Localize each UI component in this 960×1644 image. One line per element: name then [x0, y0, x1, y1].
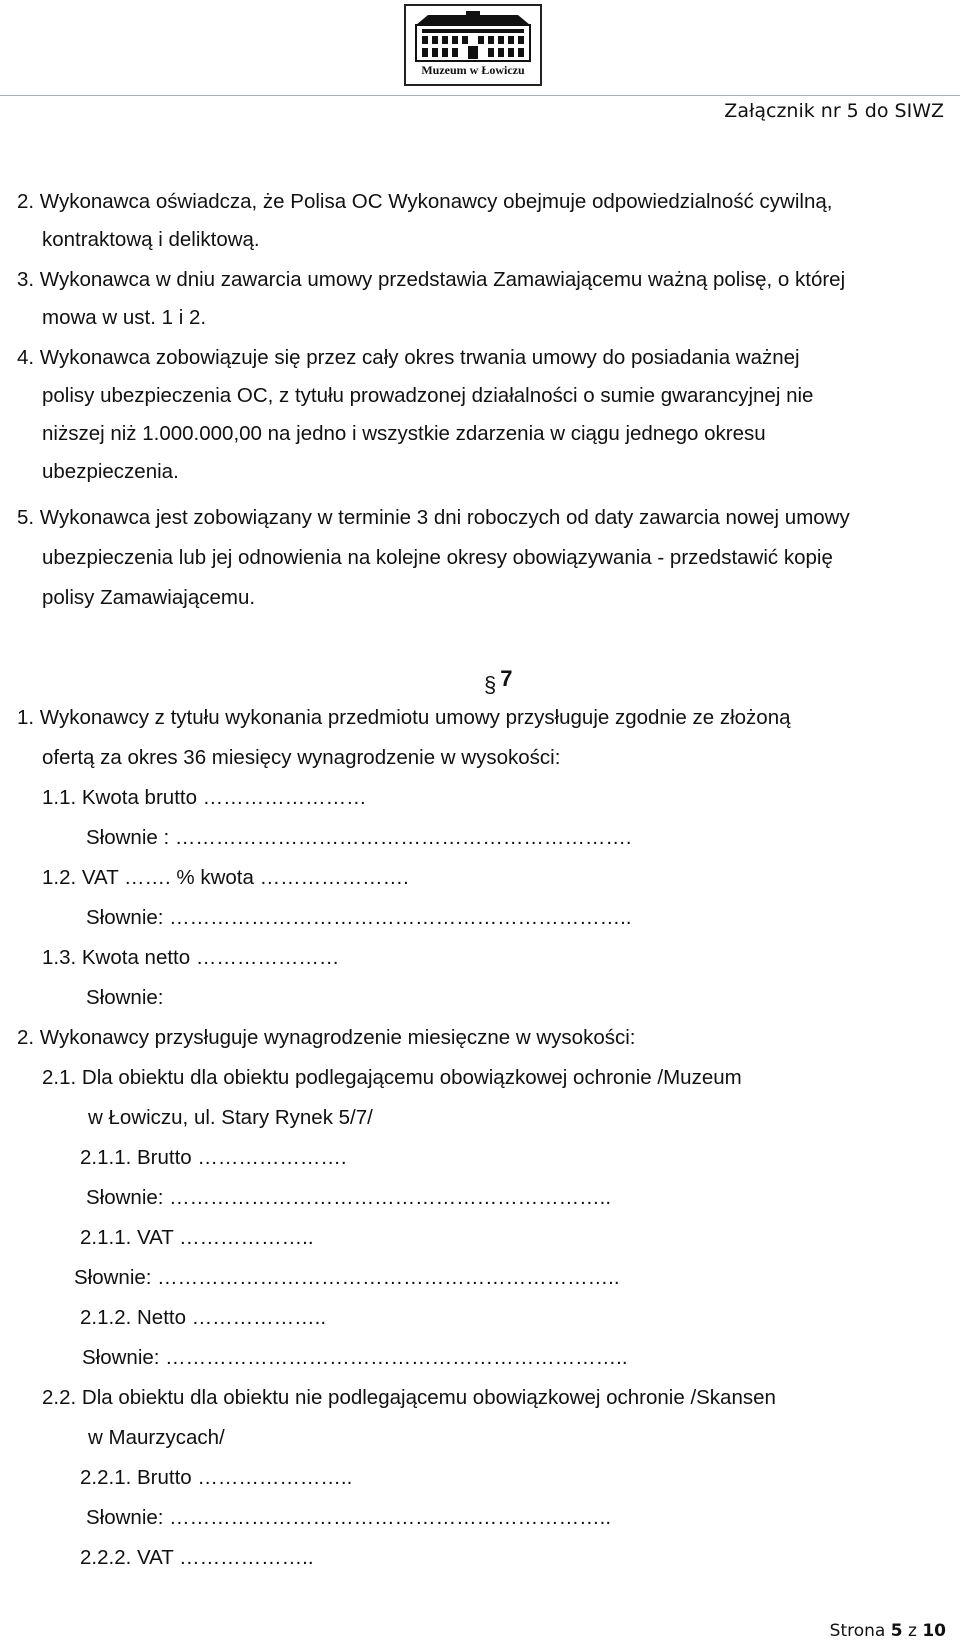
object-1-net-words-line: Słownie: …………………………………………………………..: [82, 1346, 628, 1369]
section-heading: [484, 666, 513, 698]
object-1-gross-line: 2.1.1. Brutto ………………….: [80, 1146, 347, 1169]
object-1-line-1: 2.1. Dla obiektu dla obiektu podlegającemu obowiązkowej ochronie /Muzeum: [42, 1066, 742, 1089]
paragraph-4-line-4: ubezpieczenia.: [42, 460, 179, 483]
object-1-gross-words-line: Słownie: ………………………………………………………..: [86, 1186, 612, 1209]
text: 2. Wykonawca oświadcza, że Polisa OC Wykonawcy obejmuje odpowiedzialność cywilną,: [17, 190, 833, 213]
total-pages: 10: [922, 1621, 946, 1641]
vat-in-words-line: Słownie: …………………………………………………………..: [86, 906, 632, 929]
museum-logo: [404, 4, 542, 86]
object-1-net-line: 2.1.2. Netto ………………..: [80, 1306, 327, 1329]
vat-amount-line: 1.2. VAT ……. % kwota ………………….: [42, 866, 409, 889]
paragraph-4-line-1: 4. Wykonawca zobowiązuje się przez cały okres trwania umowy do posiadania ważnej: [17, 346, 800, 369]
object-1-vat-words-line: Słownie: …………………………………………………………..: [74, 1266, 620, 1289]
paragraph-3-line-2: mowa w ust. 1 i 2.: [42, 306, 207, 329]
paragraph-5-line-2: ubezpieczenia lub jej odnowienia na kolejne okresy obowiązywania - przedstawić kopię: [42, 546, 833, 569]
net-amount-line: 1.3. Kwota netto …………………: [42, 946, 340, 969]
object-2-gross-words-line: Słownie: ………………………………………………………..: [86, 1506, 612, 1529]
gross-in-words-line: Słownie : ………………………………………………………….: [86, 826, 632, 849]
paragraph-5-line-1: 5. Wykonawca jest zobowiązany w terminie 3 dni roboczych od daty zawarcia nowej umowy: [17, 506, 850, 529]
page-number: [830, 1621, 946, 1641]
section-sign: §: [484, 672, 497, 697]
remuneration-line-1: 1. Wykonawcy z tytułu wykonania przedmiotu umowy przysługuje zgodnie ze złożoną: [17, 706, 791, 729]
page-separator: z: [907, 1621, 917, 1641]
page-prefix: Strona: [829, 1621, 886, 1641]
museum-building-icon: [414, 11, 532, 63]
current-page: 5: [890, 1621, 903, 1641]
object-2-gross-line: 2.2.1. Brutto …………………..: [80, 1466, 353, 1489]
annex-label: Załącznik nr 5 do SIWZ: [724, 100, 944, 122]
remuneration-line-2: ofertą za okres 36 miesięcy wynagrodzenie w wysokości:: [42, 746, 561, 769]
monthly-remuneration-line: 2. Wykonawcy przysługuje wynagrodzenie miesięczne w wysokości:: [17, 1026, 636, 1049]
object-2-line-1: 2.2. Dla obiektu dla obiektu nie podlegającemu obowiązkowej ochronie /Skansen: [42, 1386, 776, 1409]
paragraph-4-line-3: niższej niż 1.000.000,00 na jedno i wszystkie zdarzenia w ciągu jednego okresu: [42, 422, 766, 445]
object-1-vat-line: 2.1.1. VAT ………………..: [80, 1226, 314, 1249]
object-2-vat-line: 2.2.2. VAT ………………..: [80, 1546, 314, 1569]
paragraph-4-line-2: polisy ubezpieczenia OC, z tytułu prowadzonej działalności o sumie gwarancyjnej nie: [42, 384, 814, 407]
logo-text: Muzeum w Łowiczu: [421, 63, 525, 77]
object-1-line-2: w Łowiczu, ul. Stary Rynek 5/7/: [88, 1106, 373, 1129]
net-in-words-line: Słownie:: [86, 986, 164, 1009]
paragraph-5-line-3: polisy Zamawiającemu.: [42, 586, 256, 609]
paragraph-2-line-2: kontraktową i deliktową.: [42, 228, 260, 251]
header-divider: [0, 95, 960, 96]
section-number: 7: [500, 666, 513, 691]
paragraph-2-line-1: [17, 190, 915, 214]
gross-amount-line: 1.1. Kwota brutto ……………………: [42, 786, 367, 809]
object-2-line-2: w Maurzycach/: [88, 1426, 225, 1449]
paragraph-3-line-1: 3. Wykonawca w dniu zawarcia umowy przedstawia Zamawiającemu ważną polisę, o której: [17, 268, 846, 291]
justified-line: [17, 190, 915, 214]
